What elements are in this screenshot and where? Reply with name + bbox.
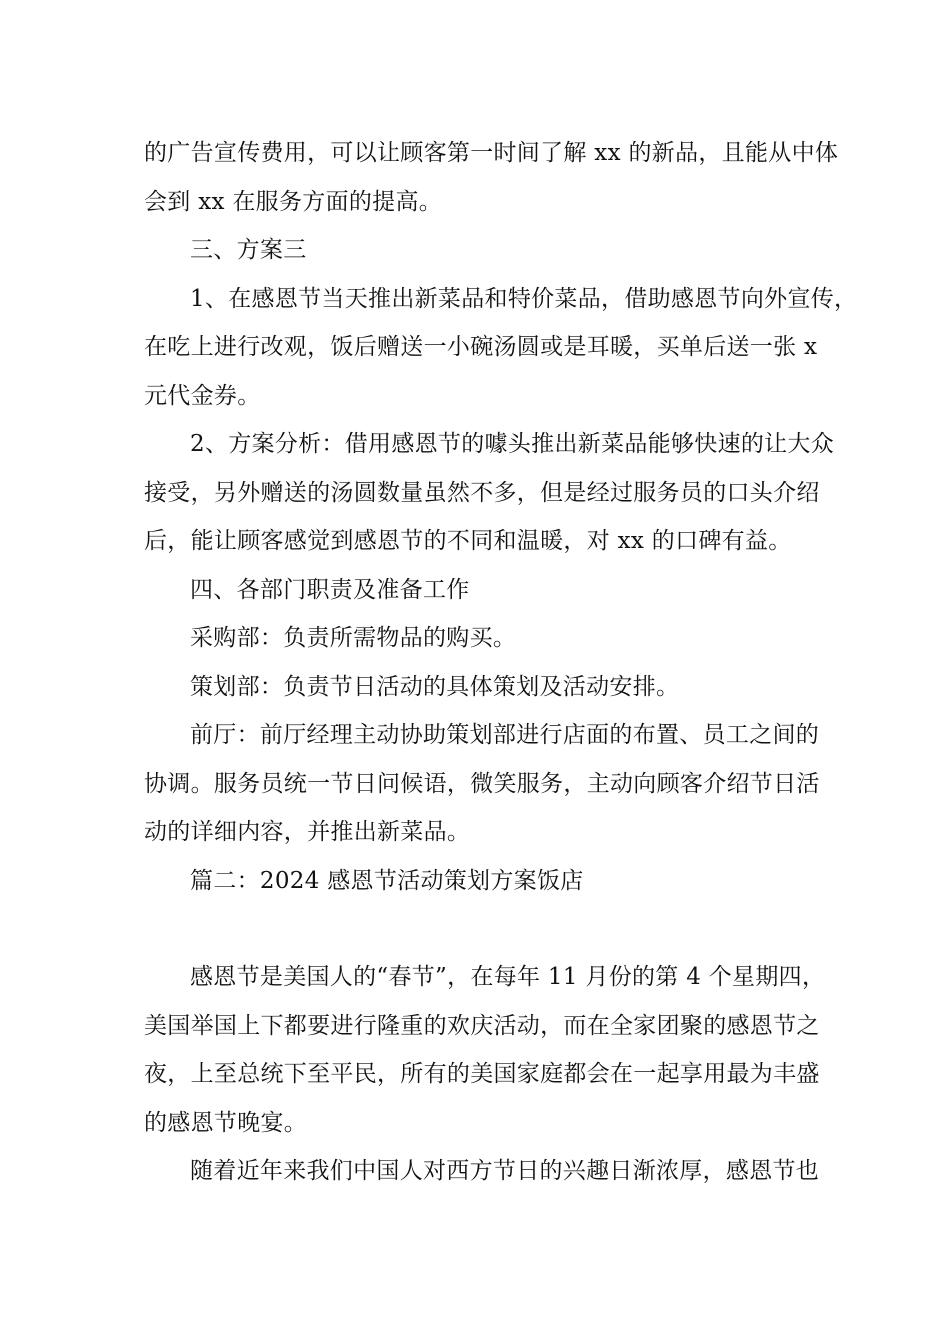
article-heading: 篇二：2024 感恩节活动策划方案饭店: [190, 867, 584, 894]
paragraph-line: 策划部：负责节日活动的具体策划及活动安排。: [190, 673, 680, 700]
paragraph-line: 2、方案分析：借用感恩节的噱头推出新菜品能够快速的让大众: [190, 431, 835, 457]
section-heading: 四、各部门职责及准备工作: [190, 576, 470, 603]
paragraph-line: 接受，另外赠送的汤圆数量虽然不多，但是经过服务员的口头介绍: [144, 479, 820, 506]
paragraph-line: 1、在感恩节当天推出新菜品和特价菜品，借助感恩节向外宣传，: [190, 285, 858, 312]
paragraph-line: 美国举国上下都要进行隆重的欢庆活动，而在全家团聚的感恩节之: [144, 1012, 820, 1039]
document-body: [144, 129, 858, 1196]
paragraph-line: 夜，上至总统下至平民，所有的美国家庭都会在一起享用最为丰盛: [144, 1061, 820, 1087]
paragraph-line: 采购部：负责所需物品的购买。: [190, 625, 517, 651]
section-heading: 三、方案三: [190, 237, 307, 263]
paragraph-line: 元代金券。: [144, 382, 261, 409]
paragraph-line: 协调。服务员统一节日问候语，微笑服务，主动向顾客介绍节日活: [144, 770, 820, 797]
paragraph-line: 后，能让顾客感觉到感恩节的不同和温暖，对 xx 的口碑有益。: [144, 528, 792, 554]
paragraph-line: 的感恩节晚宴。: [144, 1109, 308, 1136]
paragraph-line: 前厅：前厅经理主动协助策划部进行店面的布置、员工之间的: [190, 722, 820, 748]
paragraph-line: 感恩节是美国人的“春节”，在每年 11 月份的第 4 个星期四，: [190, 964, 826, 990]
paragraph-line: 在吃上进行改观，饭后赠送一小碗汤圆或是耳暖，买单后送一张 x: [144, 334, 818, 360]
paragraph-line: 会到 xx 在服务方面的提高。: [144, 188, 443, 215]
paragraph-line: 动的详细内容，并推出新菜品。: [144, 819, 471, 845]
blank-space: [144, 905, 810, 953]
paragraph-line: 随着近年来我们中国人对西方节日的兴趣日渐浓厚，感恩节也: [190, 1158, 820, 1184]
paragraph-line: 的广告宣传费用，可以让顾客第一时间了解 xx 的新品，且能从中体: [144, 140, 839, 166]
